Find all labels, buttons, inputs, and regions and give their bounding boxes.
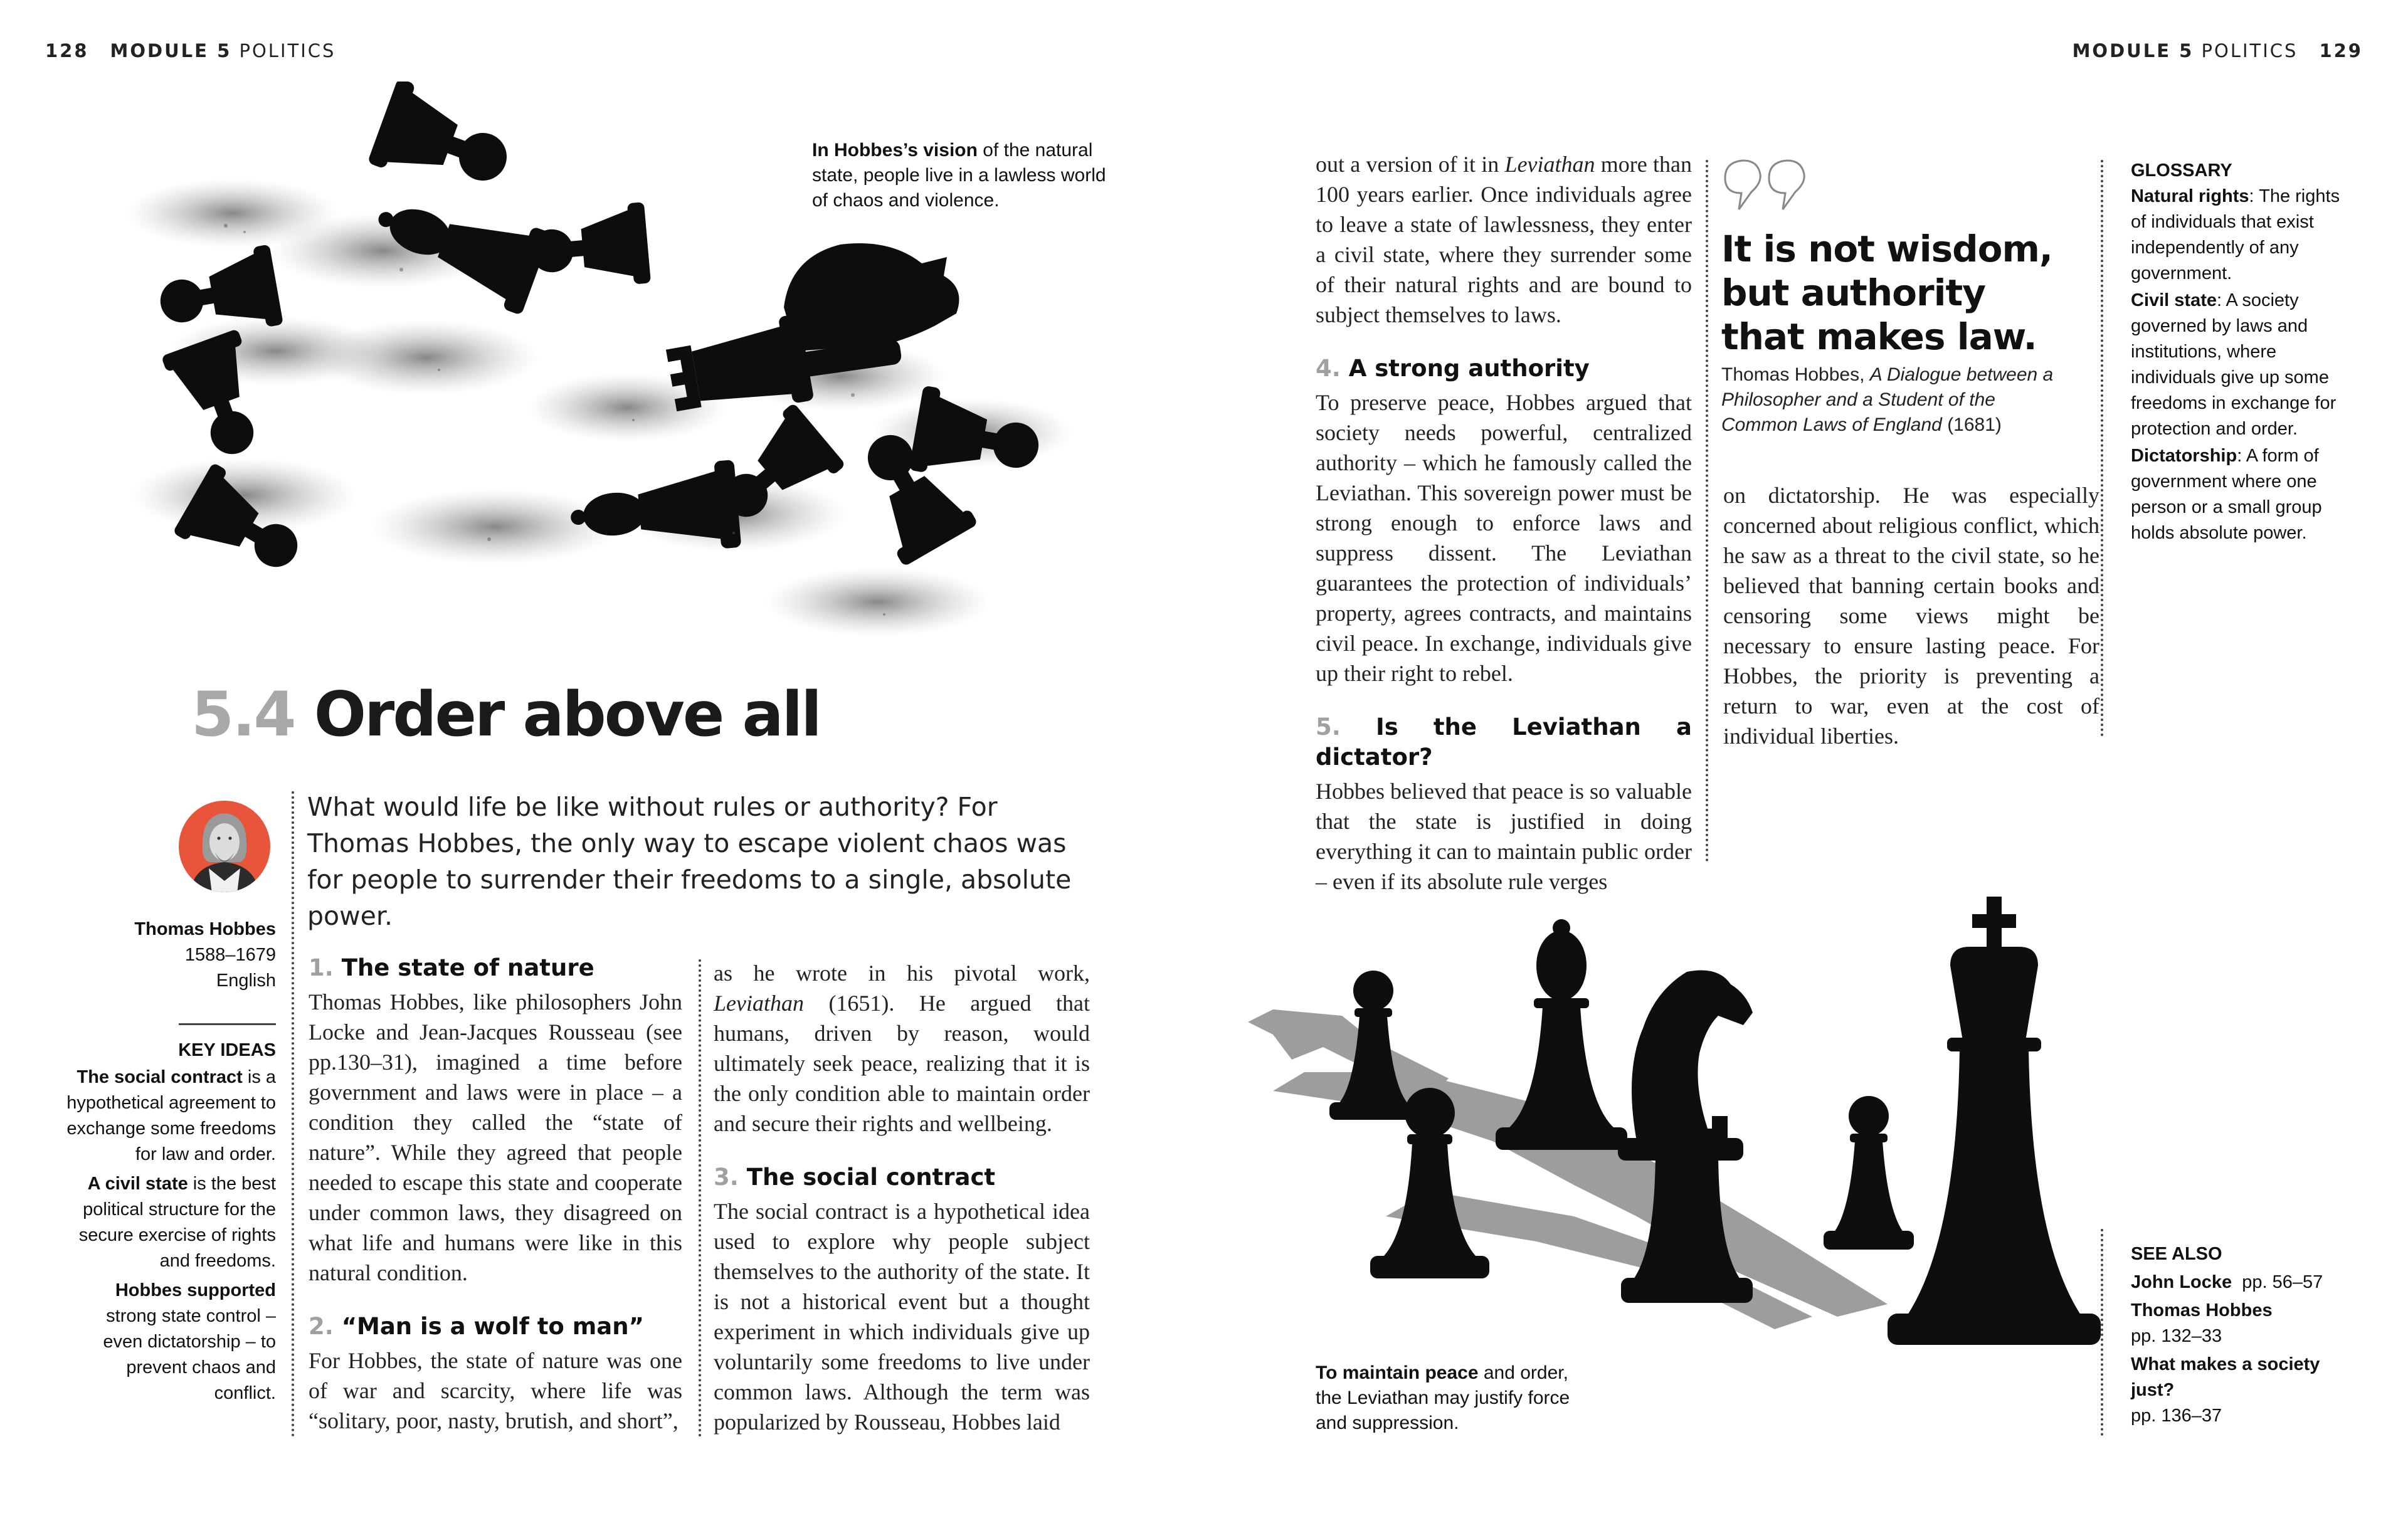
section-text-2: For Hobbes, the state of nature was one of war and scarcity, where life was “solitary, poor, nasty, brutish, and short”, xyxy=(309,1348,682,1433)
column-3 xyxy=(1316,149,1692,897)
work-title: Leviathan xyxy=(714,991,804,1016)
quote-author: Thomas Hobbes, xyxy=(1721,364,1870,385)
glossary-term: Civil state xyxy=(2131,290,2217,310)
quote-year: (1681) xyxy=(1941,414,2002,435)
glossary-definition: : A form of government where one person or a small group holds absolute power. xyxy=(2131,446,2322,543)
lead-text: more than 100 years earlier. Once individuals agree to leave a state of lawlessness, they enter a civil state, where they surrender some of their natural rights and are bound to subject themselves to laws. xyxy=(1316,152,1692,327)
section-heading-1 xyxy=(309,953,682,983)
see-also-pages: pp. 136–37 xyxy=(2131,1406,2222,1426)
section-heading-3 xyxy=(714,1162,1090,1193)
column-rule xyxy=(2101,160,2103,737)
section-number: 2. xyxy=(309,1313,334,1340)
section-title: “Man is a wolf to man” xyxy=(341,1313,644,1340)
section-label-right: POLITICS xyxy=(2201,40,2298,61)
column-4-text: on dictatorship. He was especially concerned about religious conflict, which he saw as a threat to the civil state, so he believed that banning certain books and censoring some views might be necessary to ensure lasting peace. For Hobbes, the priority is preventing a return to war, even at the cost of individual liberties. xyxy=(1723,483,2099,749)
quote-attribution xyxy=(1721,362,2073,438)
section-heading-4 xyxy=(1316,354,1692,384)
section-heading-5 xyxy=(1316,712,1692,772)
chapter-title: Order above all xyxy=(314,679,820,751)
section-number: 1. xyxy=(309,954,334,981)
bottom-caption-text: and order, the Leviathan may justify force and suppression. xyxy=(1316,1362,1570,1433)
lead-text: (1651). He argued that humans, driven by reason, would ultimately seek peace, realizing that it is the only condition able to maintain order and secure their rights and wellbeing. xyxy=(714,991,1090,1136)
glossary-item xyxy=(2131,184,2341,287)
glossary xyxy=(2131,158,2341,546)
module-label-right: MODULE 5 xyxy=(2072,40,2194,61)
page-number-right: 129 xyxy=(2319,40,2363,61)
bio-name: Thomas Hobbes xyxy=(134,919,276,939)
glossary-item xyxy=(2131,443,2341,546)
key-idea-term: A civil state xyxy=(87,1174,188,1194)
lead-text: as he wrote in his pivotal work, xyxy=(714,961,1090,986)
module-label-left: MODULE 5 xyxy=(110,40,232,61)
quote-work: A Dialogue between a Philosopher and a Student of the Common Laws of England xyxy=(1721,364,2054,435)
glossary-term: Natural rights xyxy=(2131,186,2249,206)
intro-paragraph: What would life be like without rules or authority? For Thomas Hobbes, the only way to escape violent chaos was for people to surrender their freedoms to a single, absolute power. xyxy=(307,792,1072,931)
column-rule xyxy=(1706,160,1708,862)
column-1 xyxy=(309,953,682,1436)
key-idea-term: Hobbes supported xyxy=(115,1280,276,1300)
chapter-heading xyxy=(191,677,820,752)
section-title: A strong authority xyxy=(1348,355,1590,382)
section-title: The state of nature xyxy=(341,954,594,981)
column-rule xyxy=(2101,1229,2103,1436)
page-number-left: 128 xyxy=(45,40,89,61)
see-also-pages: pp. 56–57 xyxy=(2242,1272,2323,1292)
section-title: Is the Leviathan a dictator? xyxy=(1316,714,1692,771)
see-also-pages: pp. 132–33 xyxy=(2131,1326,2222,1346)
key-idea-item xyxy=(63,1171,276,1274)
key-idea-item xyxy=(63,1065,276,1167)
glossary-definition: : A society governed by laws and institutions, where individuals give up some freedoms in exchange for protection and order. xyxy=(2131,290,2337,439)
section-text-5: Hobbes believed that peace is so valuable that the state is justified in doing everything it can to maintain public order – even if its absolute rule verges xyxy=(1316,779,1692,894)
section-number: 5. xyxy=(1316,714,1341,740)
running-head-left xyxy=(45,40,335,61)
see-also-heading: SEE ALSO xyxy=(2131,1244,2222,1264)
section-number: 3. xyxy=(714,1164,739,1191)
top-figure-caption xyxy=(812,138,1107,213)
see-also-item[interactable] xyxy=(2131,1270,2338,1295)
column-rule xyxy=(292,791,294,1437)
section-text-4: To preserve peace, Hobbes argued that society needs powerful, centralized authority – which he famously called the Leviathan. This sovereign power must be strong enough to enforce laws and suppress dissent. The Leviathan guarantees the protection of individuals’ property, agrees contracts, and maintains civil peace. In exchange, individuals give up their right to rebel. xyxy=(1316,390,1692,686)
see-also-title: Thomas Hobbes xyxy=(2131,1300,2273,1320)
key-ideas xyxy=(63,1038,276,1406)
key-ideas-heading: KEY IDEAS xyxy=(178,1040,276,1060)
key-idea-text: is the best political structure for the secure exercise of rights and freedoms. xyxy=(78,1174,276,1271)
portrait-illustration xyxy=(177,799,272,893)
key-idea-text: is a hypothetical agreement to exchange some freedoms for law and order. xyxy=(66,1067,276,1164)
section-text-3: The social contract is a hypothetical idea used to explore why people subject themselves to the authority of the state. It is not a historical event but a thought experiment in which individuals give up voluntarily some freedoms to live under common laws. Although the term was popularized by Rousseau, Hobbes laid xyxy=(714,1199,1090,1435)
top-caption-bold: In Hobbes’s vision xyxy=(812,140,978,161)
column-2-lead xyxy=(714,958,1090,1139)
section-title: The social contract xyxy=(746,1164,996,1191)
bottom-figure-caption xyxy=(1316,1361,1585,1436)
see-also xyxy=(2131,1241,2338,1429)
bio-nationality: English xyxy=(216,971,276,991)
see-also-title: What makes a society just? xyxy=(2131,1354,2320,1400)
top-caption-text: of the natural state, people live in a lawless world of chaos and violence. xyxy=(812,140,1106,211)
glossary-term: Dictatorship xyxy=(2131,446,2237,466)
column-4 xyxy=(1723,480,2099,751)
section-number: 4. xyxy=(1316,355,1341,382)
see-also-title: John Locke xyxy=(2131,1272,2232,1292)
bottom-caption-bold: To maintain peace xyxy=(1316,1362,1479,1383)
section-heading-2 xyxy=(309,1312,682,1342)
key-idea-term: The social contract xyxy=(77,1067,243,1087)
quote-marks-icon xyxy=(1721,157,1812,213)
column-2 xyxy=(714,958,1090,1437)
sidebar-divider xyxy=(179,1023,276,1025)
column-rule xyxy=(699,959,701,1437)
pull-quote: It is not wisdom, but authority that makes law. xyxy=(1721,228,2052,358)
see-also-item[interactable] xyxy=(2131,1298,2338,1349)
bio-block xyxy=(38,917,276,994)
key-idea-text: strong state control – even dictatorship – to prevent chaos and conflict. xyxy=(103,1306,276,1403)
glossary-heading: GLOSSARY xyxy=(2131,161,2232,181)
see-also-item[interactable] xyxy=(2131,1352,2338,1429)
bio-dates: 1588–1679 xyxy=(184,945,276,965)
glossary-definition: : The rights of individuals that exist independently of any government. xyxy=(2131,186,2340,283)
key-idea-item xyxy=(63,1278,276,1406)
section-label-left: POLITICS xyxy=(239,40,336,61)
glossary-item xyxy=(2131,288,2341,442)
running-head-right xyxy=(2073,40,2363,61)
work-title: Leviathan xyxy=(1504,152,1595,177)
lead-text: out a version of it in xyxy=(1316,152,1505,177)
chapter-number: 5.4 xyxy=(191,679,295,751)
column-3-lead xyxy=(1316,149,1692,330)
section-text-1: Thomas Hobbes, like philosophers John Locke and Jean-Jacques Rousseau (see pp.130–31), imagined a time before government and laws were in place – a condition they called the “state of nature”. While they agreed that people needed to escape this state and cooperate under common laws, they disagreed on what life and humans were like in this natural condition. xyxy=(309,989,682,1285)
